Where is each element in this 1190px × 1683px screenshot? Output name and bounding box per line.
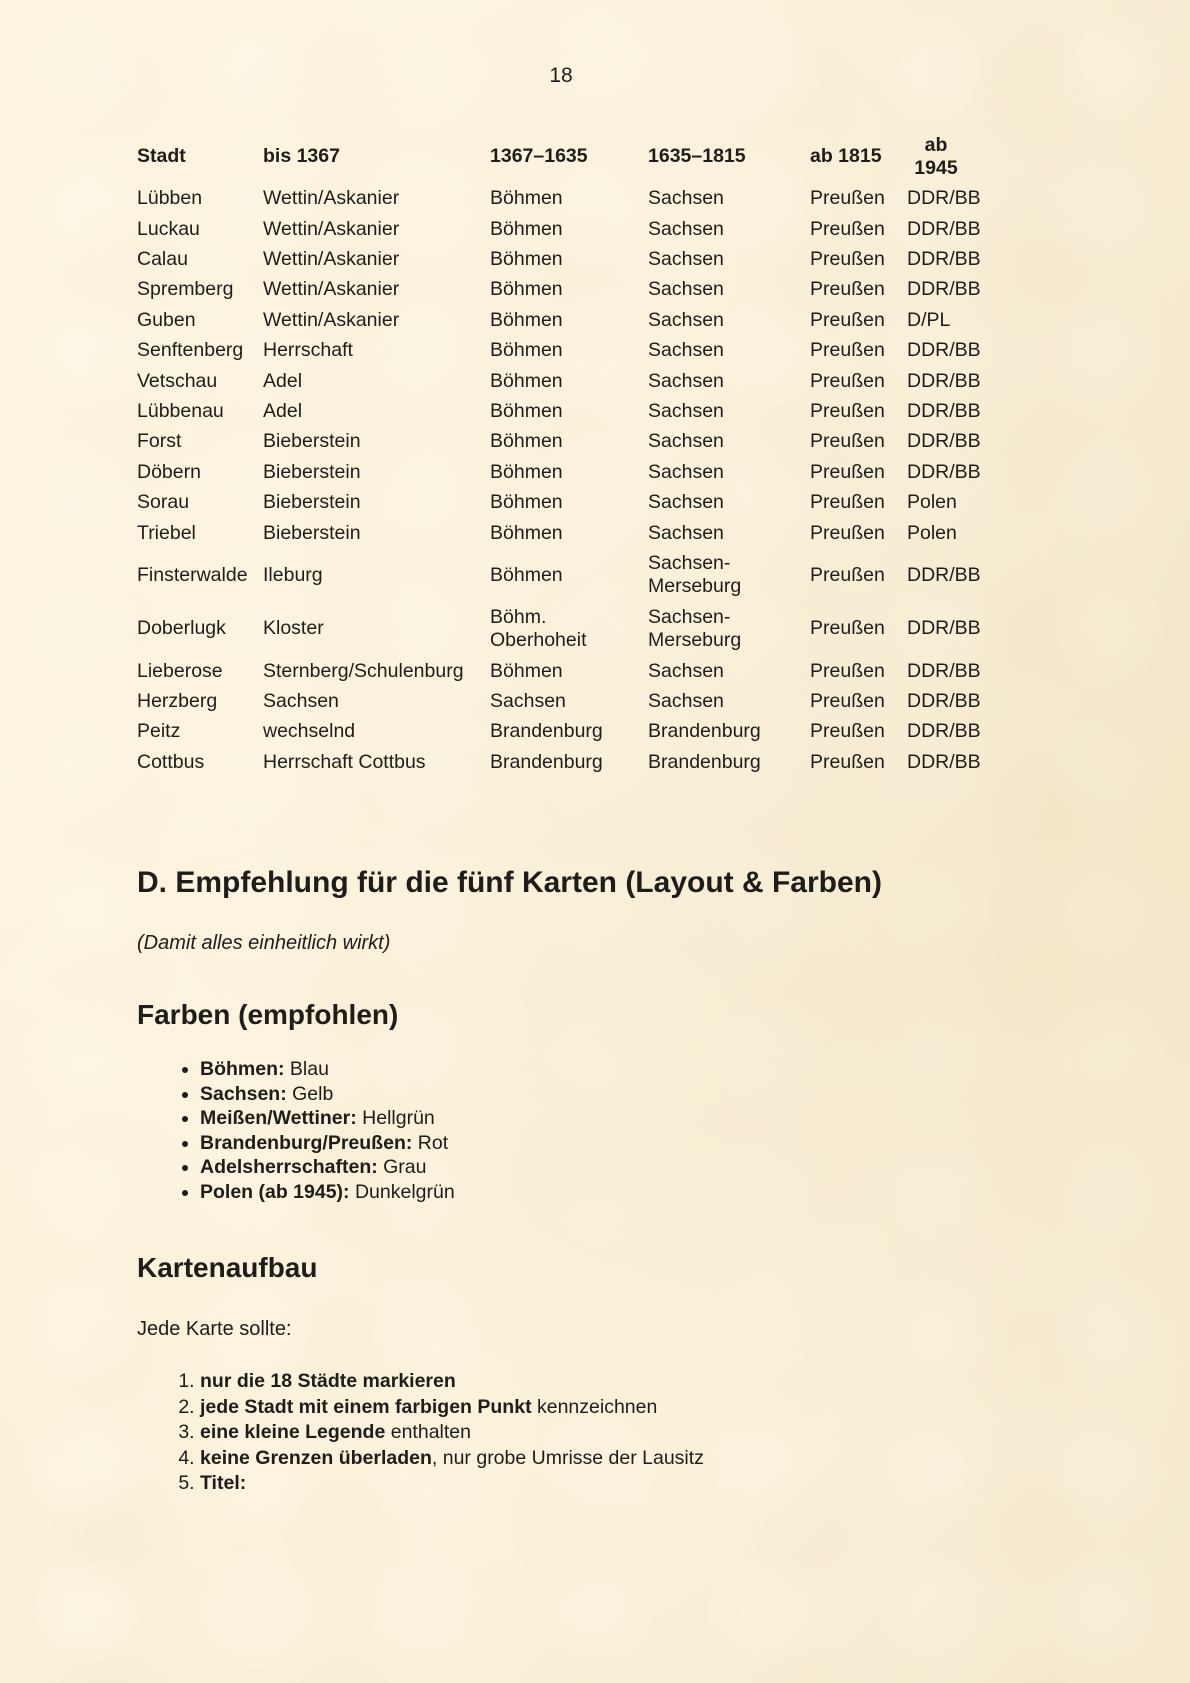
cell-1367-1635: Brandenburg [490, 750, 603, 773]
farben-item-value: Rot [412, 1131, 449, 1154]
cell-bis-1367: Herrschaft Cottbus [263, 750, 426, 773]
farben-list-item [200, 1180, 1050, 1205]
cell-ab-1815: Preußen [810, 400, 885, 423]
page-number: 18 [549, 64, 573, 87]
table-row [137, 397, 1050, 427]
farben-list-item [200, 1106, 1050, 1131]
cell-1367-1635: Böhmen [490, 369, 563, 392]
cell-1367-1635: Böhmen [490, 339, 563, 362]
table-row [137, 656, 1050, 686]
cell-1367-1635: Böhmen [490, 659, 563, 682]
cell-bis-1367: Bieberstein [263, 460, 361, 483]
table-row [137, 602, 1050, 656]
section-d-subtitle: (Damit alles einheitlich wirkt) [137, 932, 391, 955]
city-history-table [137, 130, 1050, 778]
table-row [137, 488, 1050, 518]
table-row [137, 717, 1050, 747]
cell-stadt: Peitz [137, 720, 181, 743]
cell-1635-1815: Sachsen [648, 187, 724, 210]
farben-item-label: Adelsherrschaften: [200, 1156, 378, 1179]
kartenaufbau-intro: Jede Karte sollte: [137, 1318, 292, 1341]
cell-1635-1815: Sachsen-Merseburg [648, 551, 742, 598]
col-header-ab-1815: ab 1815 [810, 145, 882, 168]
cell-1635-1815: Sachsen [648, 308, 724, 331]
cell-ab-1815: Preußen [810, 339, 885, 362]
farben-item-value: Grau [377, 1156, 427, 1179]
cell-stadt: Döbern [137, 460, 201, 483]
cell-ab-1815: Preußen [810, 521, 885, 544]
cell-1367-1635: Böhmen [490, 400, 563, 423]
cell-1635-1815: Sachsen [648, 217, 724, 240]
cell-ab-1945: DDR/BB [907, 217, 981, 240]
farben-item-label: Sachsen: [200, 1082, 287, 1105]
table-row [137, 336, 1050, 366]
table-row [137, 427, 1050, 457]
kartenaufbau-item-rest: enthalten [385, 1421, 471, 1444]
col-header-ab-1945: ab 1945 [914, 133, 958, 179]
farben-heading: Farben (empfohlen) [137, 999, 399, 1031]
cell-1635-1815: Sachsen [648, 430, 724, 453]
col-header-1367-1635: 1367–1635 [490, 145, 588, 168]
cell-ab-1945: DDR/BB [907, 563, 981, 586]
table-row [137, 214, 1050, 244]
cell-ab-1815: Preußen [810, 617, 885, 640]
table-row [137, 184, 1050, 214]
table-row [137, 686, 1050, 716]
table-row [137, 275, 1050, 305]
cell-bis-1367: Wettin/Askanier [263, 278, 400, 301]
cell-ab-1815: Preußen [810, 430, 885, 453]
farben-item-value: Blau [284, 1058, 329, 1081]
cell-ab-1945: DDR/BB [907, 720, 981, 743]
cell-ab-1815: Preußen [810, 217, 885, 240]
farben-item-label: Brandenburg/Preußen: [200, 1131, 413, 1154]
cell-stadt: Spremberg [137, 278, 234, 301]
cell-ab-1945: DDR/BB [907, 689, 981, 712]
cell-stadt: Luckau [137, 217, 200, 240]
farben-item-value: Hellgrün [356, 1107, 435, 1130]
farben-item-label: Polen (ab 1945): [200, 1180, 350, 1203]
kartenaufbau-item-rest: , nur grobe Umrisse der Lausitz [431, 1446, 704, 1469]
cell-ab-1815: Preußen [810, 689, 885, 712]
kartenaufbau-item-bold: keine Grenzen überladen [200, 1446, 432, 1469]
cell-ab-1945: DDR/BB [907, 460, 981, 483]
cell-ab-1815: Preußen [810, 278, 885, 301]
kartenaufbau-list-item [200, 1369, 1050, 1394]
cell-ab-1815: Preußen [810, 460, 885, 483]
cell-bis-1367: Adel [263, 400, 303, 423]
kartenaufbau-item-rest: kennzeichnen [531, 1395, 658, 1418]
cell-stadt: Forst [137, 430, 182, 453]
cell-bis-1367: Wettin/Askanier [263, 217, 400, 240]
cell-1367-1635: Böhmen [490, 460, 563, 483]
cell-bis-1367: Wettin/Askanier [263, 248, 400, 271]
cell-bis-1367: Bieberstein [263, 430, 361, 453]
farben-list-item [200, 1082, 1050, 1107]
cell-1367-1635: Böhmen [490, 308, 563, 331]
cell-ab-1945: Polen [907, 521, 957, 544]
cell-1635-1815: Sachsen [648, 278, 724, 301]
cell-1635-1815: Sachsen [648, 400, 724, 423]
cell-bis-1367: Herrschaft [263, 339, 353, 362]
cell-ab-1945: DDR/BB [907, 400, 981, 423]
cell-bis-1367: wechselnd [263, 720, 356, 743]
table-row [137, 747, 1050, 777]
kartenaufbau-item-bold: nur die 18 Städte markieren [200, 1370, 456, 1393]
cell-stadt: Calau [137, 248, 188, 271]
cell-bis-1367: Sachsen [263, 689, 339, 712]
farben-item-label: Böhmen: [200, 1058, 285, 1081]
farben-item-value: Gelb [286, 1082, 334, 1105]
cell-1367-1635: Böhmen [490, 521, 563, 544]
cell-bis-1367: Bieberstein [263, 491, 361, 514]
cell-ab-1815: Preußen [810, 659, 885, 682]
kartenaufbau-item-bold: eine kleine Legende [200, 1421, 386, 1444]
kartenaufbau-item-bold: jede Stadt mit einem farbigen Punkt [200, 1395, 532, 1418]
cell-ab-1945: DDR/BB [907, 750, 981, 773]
cell-1635-1815: Sachsen [648, 689, 724, 712]
kartenaufbau-list-item [200, 1395, 1050, 1420]
table-body [137, 184, 1050, 778]
farben-item-label: Meißen/Wettiner: [200, 1107, 357, 1130]
farben-list-item [200, 1131, 1050, 1156]
kartenaufbau-list-item [200, 1471, 1050, 1496]
kartenaufbau-list-item [200, 1446, 1050, 1471]
kartenaufbau-list [137, 1369, 1050, 1496]
cell-1635-1815: Sachsen [648, 460, 724, 483]
section-d-heading: D. Empfehlung für die fünf Karten (Layout & Farben) [137, 865, 882, 899]
cell-stadt: Vetschau [137, 369, 218, 392]
cell-1367-1635: Böhmen [490, 491, 563, 514]
cell-ab-1815: Preußen [810, 248, 885, 271]
cell-1367-1635: Böhmen [490, 187, 563, 210]
farben-list [137, 1057, 1050, 1204]
cell-1367-1635: Sachsen [490, 689, 566, 712]
cell-stadt: Senftenberg [137, 339, 244, 362]
table-row [137, 305, 1050, 335]
cell-ab-1815: Preußen [810, 750, 885, 773]
cell-stadt: Lübbenau [137, 400, 224, 423]
cell-ab-1815: Preußen [810, 308, 885, 331]
cell-ab-1945: DDR/BB [907, 248, 981, 271]
cell-ab-1945: DDR/BB [907, 430, 981, 453]
cell-bis-1367: Sternberg/Schulenburg [263, 659, 464, 682]
cell-1635-1815: Sachsen [648, 659, 724, 682]
cell-1635-1815: Sachsen-Merseburg [648, 605, 742, 652]
kartenaufbau-item-bold: Titel: [200, 1471, 247, 1494]
cell-1367-1635: Böhmen [490, 278, 563, 301]
table-row [137, 518, 1050, 548]
kartenaufbau-list-item [200, 1420, 1050, 1445]
cell-bis-1367: Adel [263, 369, 303, 392]
cell-ab-1945: D/PL [907, 308, 951, 331]
cell-ab-1945: Polen [907, 491, 957, 514]
cell-stadt: Herzberg [137, 689, 218, 712]
cell-ab-1945: DDR/BB [907, 278, 981, 301]
cell-1635-1815: Sachsen [648, 339, 724, 362]
farben-list-item [200, 1155, 1050, 1180]
cell-1635-1815: Brandenburg [648, 720, 761, 743]
col-header-1635-1815: 1635–1815 [648, 145, 746, 168]
cell-stadt: Cottbus [137, 750, 205, 773]
cell-1367-1635: Brandenburg [490, 720, 603, 743]
cell-ab-1945: DDR/BB [907, 187, 981, 210]
col-header-bis-1367: bis 1367 [263, 145, 340, 168]
cell-1367-1635: Böhmen [490, 430, 563, 453]
cell-ab-1945: DDR/BB [907, 617, 981, 640]
cell-1367-1635: Böhmen [490, 563, 563, 586]
cell-1635-1815: Sachsen [648, 248, 724, 271]
cell-stadt: Sorau [137, 491, 190, 514]
table-row [137, 366, 1050, 396]
cell-stadt: Doberlugk [137, 617, 226, 640]
cell-1367-1635: Böhmen [490, 217, 563, 240]
cell-stadt: Guben [137, 308, 196, 331]
table-row [137, 457, 1050, 487]
cell-bis-1367: Wettin/Askanier [263, 187, 400, 210]
table-header-row [137, 130, 1050, 184]
cell-ab-1815: Preußen [810, 187, 885, 210]
cell-stadt: Lübben [137, 187, 203, 210]
farben-item-value: Dunkelgrün [349, 1180, 455, 1203]
cell-ab-1815: Preußen [810, 563, 885, 586]
table-row [137, 548, 1050, 602]
cell-1367-1635: Böhmen [490, 248, 563, 271]
cell-ab-1945: DDR/BB [907, 369, 981, 392]
cell-bis-1367: Bieberstein [263, 521, 361, 544]
cell-ab-1815: Preußen [810, 720, 885, 743]
table-row [137, 245, 1050, 275]
cell-ab-1945: DDR/BB [907, 339, 981, 362]
kartenaufbau-heading: Kartenaufbau [137, 1252, 318, 1284]
cell-ab-1815: Preußen [810, 491, 885, 514]
farben-list-item [200, 1057, 1050, 1082]
cell-1367-1635: Böhm. Oberhoheit [490, 605, 587, 652]
cell-ab-1945: DDR/BB [907, 659, 981, 682]
cell-bis-1367: Wettin/Askanier [263, 308, 400, 331]
cell-1635-1815: Sachsen [648, 491, 724, 514]
cell-stadt: Lieberose [137, 659, 223, 682]
cell-stadt: Triebel [137, 521, 196, 544]
cell-bis-1367: Kloster [263, 617, 324, 640]
cell-bis-1367: Ileburg [263, 563, 323, 586]
cell-1635-1815: Sachsen [648, 521, 724, 544]
cell-stadt: Finsterwalde [137, 563, 248, 586]
cell-1635-1815: Brandenburg [648, 750, 761, 773]
cell-ab-1815: Preußen [810, 369, 885, 392]
cell-1635-1815: Sachsen [648, 369, 724, 392]
col-header-stadt: Stadt [137, 145, 186, 168]
